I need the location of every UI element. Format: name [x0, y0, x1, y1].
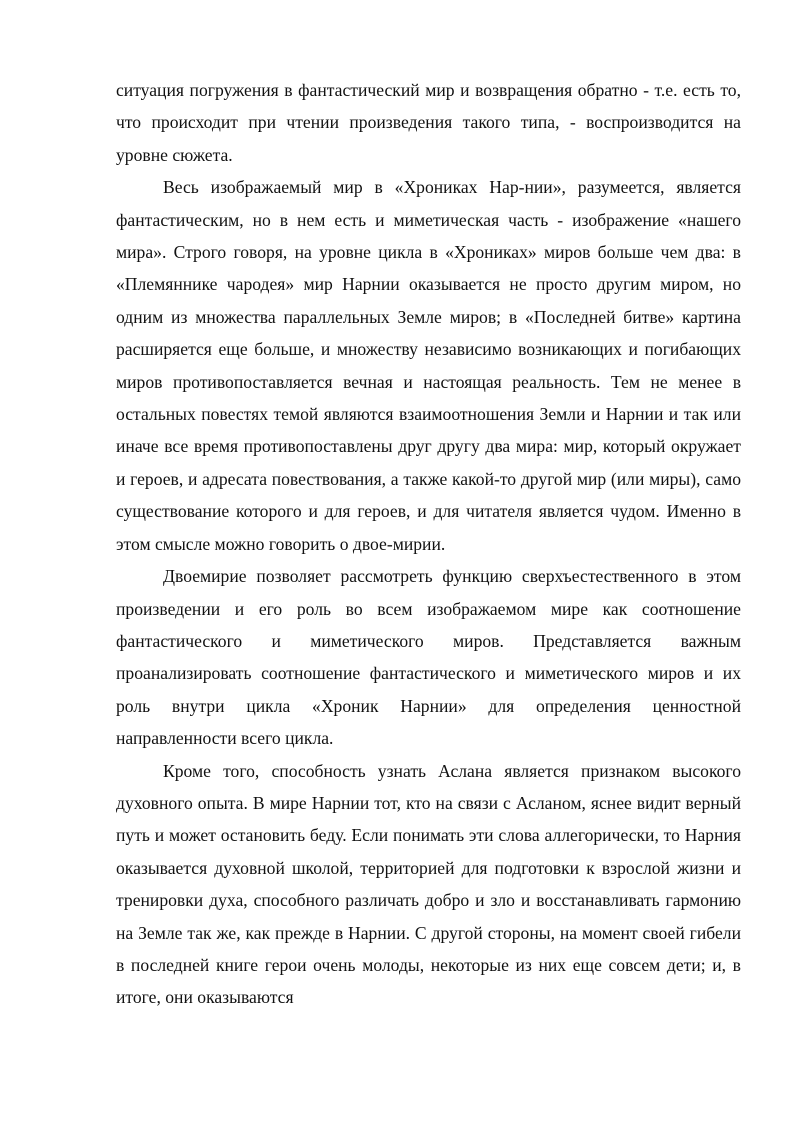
paragraph-2: Весь изображаемый мир в «Хрониках Нар-нии», разумеется, является фантастическим, но в нем есть и миметическая часть - изображение «нашего мира». Строго говоря, на уровне цикла в «Хрониках» миров больше чем два: в «Племяннике чародея» мир Нарнии оказывается не просто другим миром, но одним из множества параллельных Земле миров; в «Последней битве» картина расширяется еще больше, и множеству независимо возникающих и погибающих миров противопоставляется вечная и настоящая реальность. Тем не менее в остальных повестях темой являются взаимоотношения Земли и Нарнии и так или иначе все время противопоставлены друг другу два мира: мир, который окружает и героев, и адресата повествования, а также какой-то другой мир (или миры), само существование которого и для героев, и для читателя является чудом. Именно в этом смысле можно говорить о двое-мирии. [116, 177, 741, 554]
paragraph-4: Кроме того, способность узнать Аслана является признаком высокого духовного опыта. В мире Нарнии тот, кто на связи с Асланом, яснее видит верный путь и может остановить беду. Если понимать эти слова аллегорически, то Нарния оказывается духовной школой, территорией для подготовки к взрослой жизни и тренировки духа, способного различать добро и зло и восстанавливать гармонию на Земле так же, как прежде в Нарнии. С другой стороны, на момент своей гибели в последней книге герои очень молоды, некоторые из них еще совсем дети; и, в итоге, они оказываются [116, 760, 741, 1008]
paragraph-3: Двоемирие позволяет рассмотреть функцию сверхъестественного в этом произведении и его роль во всем изображаемом мире как соотношение фантастического и миметического миров. Представляется важным проанализировать соотношение фантастического и миметического миров и их роль внутри цикла «Хроник Нарнии» для определения ценностной направленности всего цикла. [116, 566, 741, 749]
paragraph-1: ситуация погружения в фантастический мир и возвращения обратно - т.е. есть то, что происходит при чтении произведения такого типа, - воспроизводится на уровне сюжета. [116, 80, 741, 165]
document-page [116, 74, 741, 1074]
